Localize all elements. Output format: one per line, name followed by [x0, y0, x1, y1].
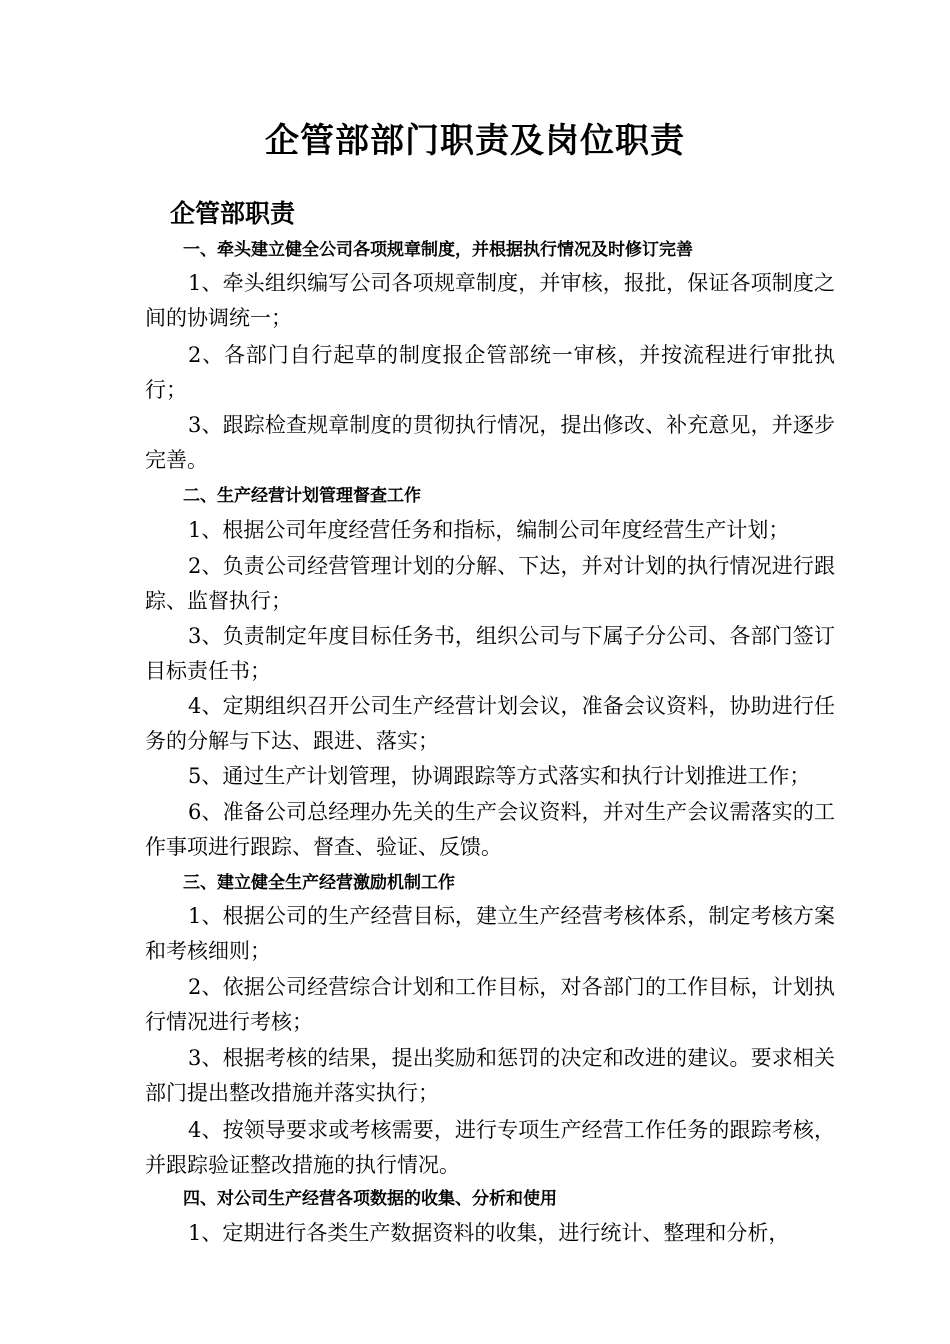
paragraph-2-2: 2、负责公司经营管理计划的分解、下达，并对计划的执行情况进行跟踪、监督执行；	[145, 554, 835, 613]
paragraph-3-1: 1、根据公司的生产经营目标，建立生产经营考核体系，制定考核方案和考核细则；	[145, 904, 835, 963]
paragraph-1-3: 3、跟踪检查规章制度的贯彻执行情况，提出修改、补充意见，并逐步完善。	[145, 413, 835, 472]
paragraph-4-1: 1、定期进行各类生产数据资料的收集，进行统计、整理和分析，	[188, 1221, 790, 1245]
section-heading: 企管部职责	[170, 199, 296, 228]
paragraph-2-1: 1、根据公司年度经营任务和指标，编制公司年度经营生产计划；	[188, 518, 790, 542]
paragraph-3-4: 4、按领导要求或考核需要，进行专项生产经营工作任务的跟踪考核，并跟踪验证整改措施的执行情况。	[145, 1118, 835, 1177]
paragraph-3-2: 2、依据公司经营综合计划和工作目标，对各部门的工作目标，计划执行情况进行考核；	[145, 975, 835, 1034]
paragraph-1-2: 2、各部门自行起草的制度报企管部统一审核，并按流程进行审批执行；	[145, 343, 835, 402]
paragraph-2-4: 4、定期组织召开公司生产经营计划会议，准备会议资料，协助进行任务的分解与下达、跟进、落实；	[145, 694, 835, 753]
subsection-heading-1: 一、牵头建立健全公司各项规章制度，并根据执行情况及时修订完善	[183, 240, 693, 260]
paragraph-3-3: 3、根据考核的结果，提出奖励和惩罚的决定和改进的建议。要求相关部门提出整改措施并落实执行；	[145, 1046, 835, 1105]
paragraph-2-3: 3、负责制定年度目标任务书，组织公司与下属子分公司、各部门签订目标责任书；	[145, 624, 835, 683]
subsection-heading-3: 三、建立健全生产经营激励机制工作	[183, 873, 455, 893]
subsection-heading-4: 四、对公司生产经营各项数据的收集、分析和使用	[183, 1189, 557, 1209]
paragraph-1-1: 1、牵头组织编写公司各项规章制度，并审核，报批，保证各项制度之间的协调统一；	[145, 271, 835, 330]
paragraph-2-5: 5、通过生产计划管理，协调跟踪等方式落实和执行计划推进工作；	[188, 764, 811, 788]
subsection-heading-2: 二、生产经营计划管理督查工作	[183, 486, 421, 506]
document-title: 企管部部门职责及岗位职责	[265, 121, 685, 161]
paragraph-2-6: 6、准备公司总经理办先关的生产会议资料，并对生产会议需落实的工作事项进行跟踪、督查、验证、反馈。	[145, 800, 835, 859]
